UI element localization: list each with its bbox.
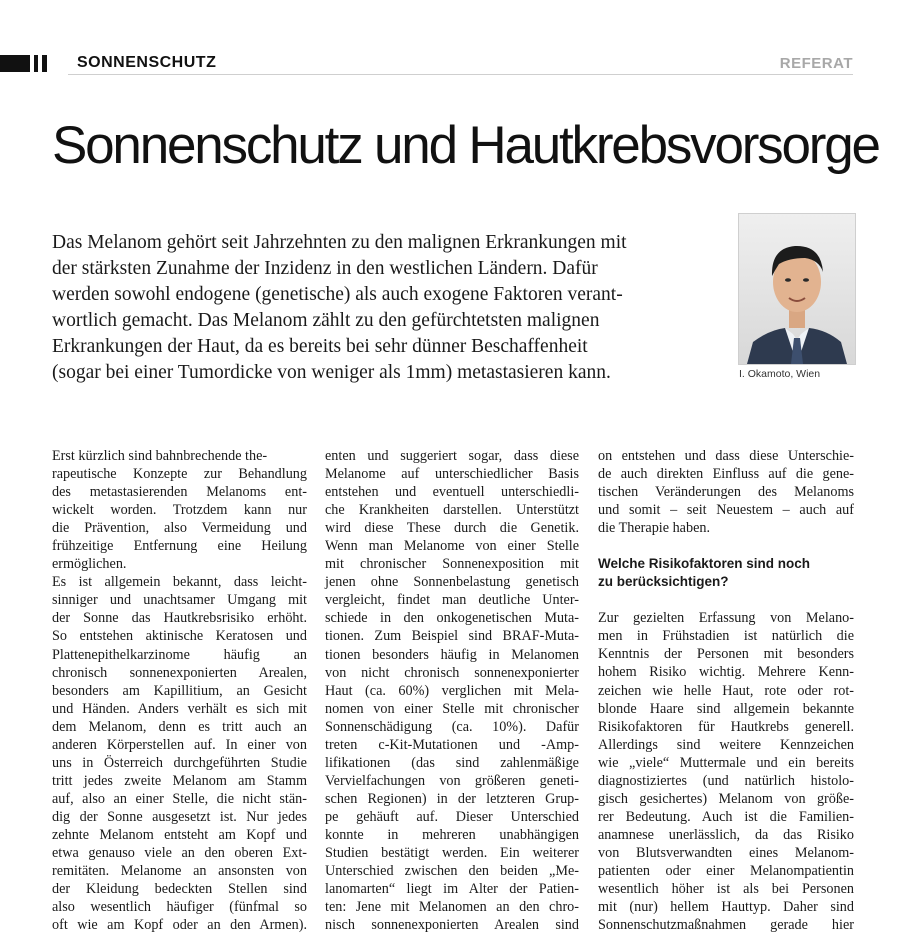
body-line: der Sonne das Hautkrebsrisiko erhöht. bbox=[52, 610, 307, 627]
body-line: remitäten. Melanome an ansonsten von bbox=[52, 863, 307, 880]
lead-line: Erkrankungen der Haut, da es bereits bei sehr dünner Beschaffenheit bbox=[52, 336, 588, 357]
body-line: dem Melanom, denn es tritt auch an bbox=[52, 718, 307, 735]
text-column-1 bbox=[52, 447, 307, 934]
body-line: Zur gezielten Erfassung von Melano- bbox=[598, 610, 854, 627]
body-line: Melanome auf unterschiedlicher Basis bbox=[325, 466, 579, 483]
body-line: lifikationen (das sind zahlenmäßige bbox=[325, 754, 579, 771]
lead-line: wortlich gemacht. Das Melanom zählt zu den gefürchtetsten malignen bbox=[52, 310, 600, 331]
body-line: die Therapie haben. bbox=[598, 520, 711, 537]
body-line: che Krankheiten darstellen. Unterstützt bbox=[325, 502, 579, 519]
body-line: hohem Risiko wichtig. Mehrere Kenn- bbox=[598, 664, 854, 681]
body-line: zehnte Melanom entsteht am Kopf und bbox=[52, 826, 307, 843]
body-line: nomen von einer Stelle mit chronischer bbox=[325, 700, 579, 717]
body-line: nisch sonnenexponierten Arealen sind bbox=[325, 917, 579, 934]
body-line: dig der Sonne ausgesetzt ist. Nur jedes bbox=[52, 808, 307, 825]
body-line: entstehen und eventuell unterschiedli- bbox=[325, 484, 579, 501]
body-line: wickelt worden. Trotzdem kann nur bbox=[52, 502, 307, 519]
body-line: wesentlich höher ist als bei Personen bbox=[598, 881, 854, 898]
body-line: frühzeitige Entfernung eine Heilung bbox=[52, 538, 307, 555]
lead-line: der stärksten Zunahme der Inzidenz in den westlichen Ländern. Dafür bbox=[52, 258, 598, 279]
body-line: So entstehen aktinische Keratosen und bbox=[52, 628, 307, 645]
body-line: oft wie am Kopf oder an den Armen). bbox=[52, 917, 307, 934]
body-line: schen Regionen) in der letzteren Grup- bbox=[325, 790, 579, 807]
header-rule bbox=[68, 74, 853, 75]
body-line: ten: Jene mit Melanomen an den chro- bbox=[325, 899, 579, 916]
body-line: der Kleidung bedeckten Stellen sind bbox=[52, 881, 307, 898]
body-line: die Prävention, also Vermeidung und bbox=[52, 520, 307, 537]
body-line: mit chronischer Sonnenexposition mit bbox=[325, 556, 579, 573]
header-bar-block bbox=[34, 55, 38, 72]
body-line: Wenn man Melanome von einer Stelle bbox=[325, 538, 579, 555]
body-line: de auch direkten Einfluss auf die gene- bbox=[598, 466, 854, 483]
lead-paragraph bbox=[52, 230, 702, 386]
paragraph-gap bbox=[598, 537, 854, 555]
body-line: von Blutsverwandten eines Melanom- bbox=[598, 844, 854, 861]
body-line: mit (nur) hellem Hauttyp. Daher sind bbox=[598, 899, 854, 916]
body-line: pe gehäuft auf. Dieser Unterschied bbox=[325, 808, 579, 825]
body-line: Erst kürzlich sind bahnbrechende the- bbox=[52, 448, 268, 464]
body-line: und Händen. Anders verhält es sich mit bbox=[52, 700, 307, 717]
body-line: lanomarten“ liegt im Alter der Patien- bbox=[325, 881, 579, 898]
body-line: und somit – seit Neuestem – auch auf bbox=[598, 502, 854, 519]
body-line: anderen Körperstellen auf. In einer von bbox=[52, 736, 307, 753]
body-line: schiede in den onkogenetischen Muta- bbox=[325, 610, 579, 627]
section-subheading bbox=[598, 555, 854, 591]
body-line: tritt jedes zweite Melanom am Stamm bbox=[52, 772, 307, 789]
body-line: patienten oder einer Melanompatientin bbox=[598, 862, 854, 879]
lead-line: Das Melanom gehört seit Jahrzehnten zu den malignen Erkrankungen mit bbox=[52, 232, 627, 253]
text-column-3 bbox=[598, 447, 854, 934]
body-line: Risikofaktoren für Hautkrebs generell. bbox=[598, 718, 854, 735]
body-line: Es ist allgemein bekannt, dass leicht- bbox=[52, 574, 307, 591]
body-line: uns in Österreich durchgeführten Studie bbox=[52, 754, 307, 771]
header-bar-block bbox=[42, 55, 47, 72]
body-line: auf, also an einer Stelle, die nicht stän- bbox=[52, 790, 307, 807]
photo-caption: I. Okamoto, Wien bbox=[739, 368, 821, 380]
paragraph-gap bbox=[598, 591, 854, 609]
subheading-line: zu berücksichtigen? bbox=[598, 574, 729, 590]
body-line: diagnostiziertes (und natürlich histolo- bbox=[598, 772, 854, 789]
lead-line: werden sowohl endogene (genetische) als auch exogene Faktoren verant- bbox=[52, 284, 623, 305]
body-line: von nicht chronisch sonnenexponierter bbox=[325, 664, 579, 681]
subheading-line: Welche Risikofaktoren sind noch bbox=[598, 556, 811, 572]
body-line: konnte in mehreren unabhängigen bbox=[325, 826, 579, 843]
body-line: Sonnenschädigung (ca. 10%). Dafür bbox=[325, 718, 579, 735]
body-line: sinniger und unachtsamer Umgang mit bbox=[52, 592, 307, 609]
lead-line: (sogar bei einer Tumordicke von weniger als 1mm) metastasieren kann. bbox=[52, 362, 611, 383]
author-portrait bbox=[738, 213, 856, 365]
body-line: tionen. Zum Beispiel sind BRAF-Muta- bbox=[325, 628, 579, 645]
body-line: anamnese unerlässlich, da das Risiko bbox=[598, 826, 854, 843]
article-title: Sonnenschutz und Hautkrebsvorsorge bbox=[52, 116, 879, 175]
body-line: Allerdings sind weitere Kennzeichen bbox=[598, 736, 854, 753]
body-line: vergleicht, findet man deutliche Unter- bbox=[325, 592, 579, 609]
body-line: tionen besonders häufig in Melanomen bbox=[325, 646, 579, 663]
body-line: Vervielfachungen von größeren geneti- bbox=[325, 772, 579, 789]
author-portrait-icon bbox=[739, 214, 855, 364]
category-label: REFERAT bbox=[779, 55, 853, 72]
body-line: rer Bedeutung. Auch ist die Familien- bbox=[598, 808, 854, 825]
section-header bbox=[0, 54, 905, 76]
body-line: besonders am Kapillitium, an Gesicht bbox=[52, 682, 307, 699]
body-line: Sonnenschutzmaßnahmen gerade hier bbox=[598, 917, 854, 934]
body-line: Studien bestätigt werden. Ein weiterer bbox=[325, 845, 579, 862]
body-line: men in Frühstadien ist natürlich die bbox=[598, 628, 854, 645]
body-line: gisch gesichertes) Melanom von größe- bbox=[598, 790, 854, 807]
body-line: zeichen wie helle Haut, rote oder rot- bbox=[598, 682, 854, 699]
body-line: chronisch sonnenexponierten Arealen, bbox=[52, 664, 307, 681]
body-line: ermöglichen. bbox=[52, 556, 127, 573]
body-line: des metastasierenden Melanoms ent- bbox=[52, 484, 307, 501]
body-line: Haut (ca. 60%) verglichen mit Mela- bbox=[325, 682, 579, 699]
body-line: etwa genauso viele an den oberen Ext- bbox=[52, 845, 307, 862]
text-column-2 bbox=[325, 447, 579, 934]
header-bar-block bbox=[0, 55, 30, 72]
body-line: rapeutische Konzepte zur Behandlung bbox=[52, 466, 307, 483]
body-line: also wesentlich häufiger (fünfmal so bbox=[52, 899, 307, 916]
section-label: SONNENSCHUTZ bbox=[77, 54, 217, 71]
body-line: Unterschied zwischen den beiden „Me- bbox=[325, 863, 579, 880]
body-line: on entstehen und dass diese Unterschie- bbox=[598, 448, 854, 464]
body-line: wird diese These durch die Genetik. bbox=[325, 520, 579, 537]
body-line: treten c-Kit-Mutationen und -Amp- bbox=[325, 736, 579, 753]
body-line: Kenntnis der Personen mit besonders bbox=[598, 646, 854, 663]
body-line: enten und suggeriert sogar, dass diese bbox=[325, 448, 579, 464]
body-line: tischen Veränderungen des Melanoms bbox=[598, 484, 854, 501]
body-line: Plattenepithelkarzinome häufig an bbox=[52, 646, 307, 663]
body-line: jenen ohne Sonnenbelastung genetisch bbox=[325, 574, 579, 591]
body-line: blonde Haare sind allgemein bekannte bbox=[598, 700, 854, 717]
body-line: wie „viele“ Muttermale und ein bereits bbox=[598, 754, 854, 771]
